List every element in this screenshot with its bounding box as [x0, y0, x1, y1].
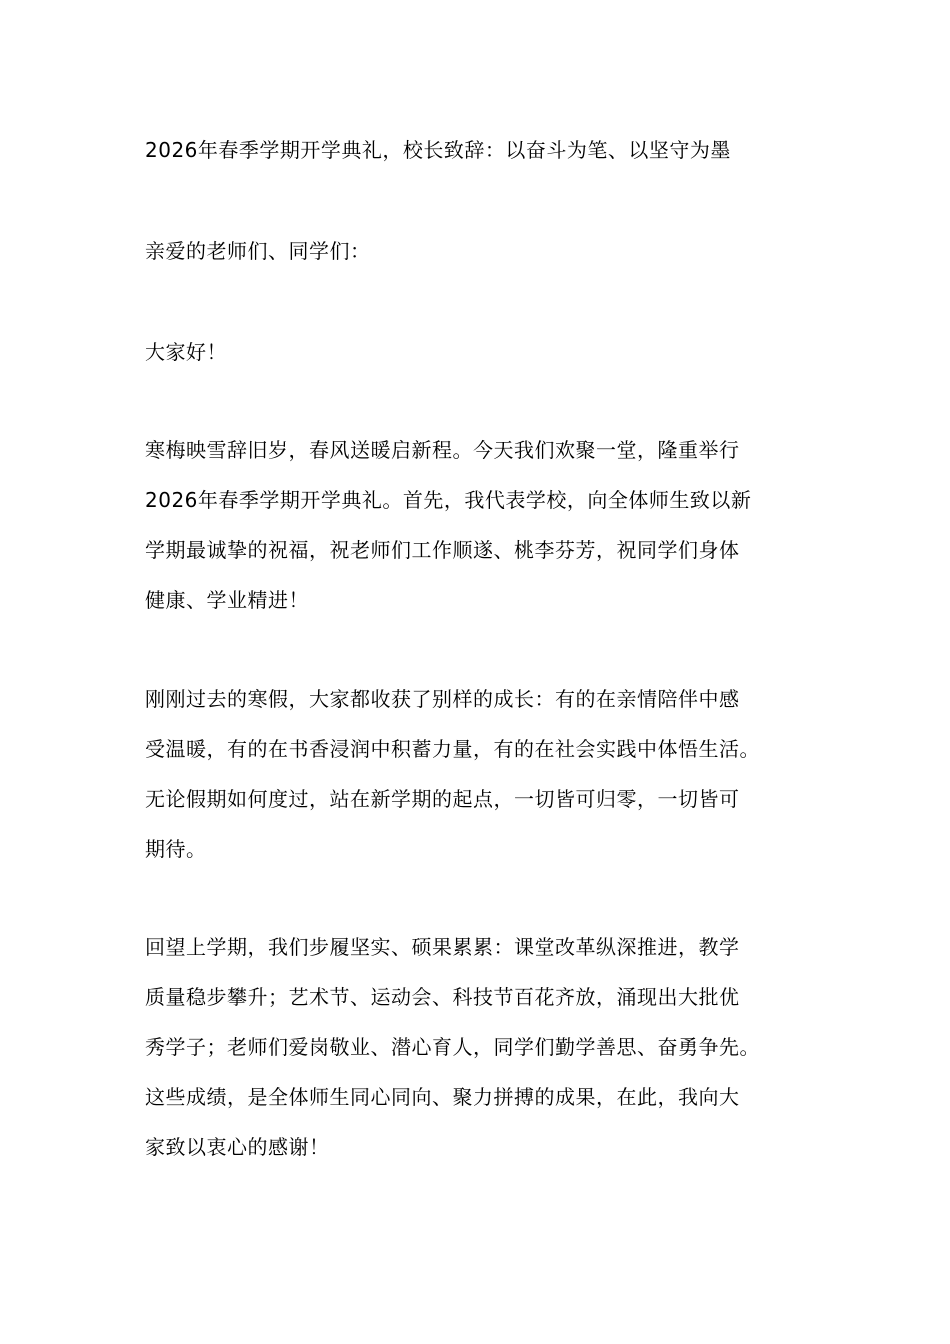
paragraph-line: 寒梅映雪辞旧岁，春风送暖启新程。今天我们欢聚一堂，隆重举行: [145, 438, 740, 462]
document-title: 2026年春季学期开学典礼，校长致辞：以奋斗为笔、以坚守为墨: [145, 138, 731, 162]
paragraph-line: 秀学子；老师们爱岗敬业、潜心育人，同学们勤学善思、奋勇争先。: [145, 1035, 760, 1059]
paragraph-line: 刚刚过去的寒假，大家都收获了别样的成长：有的在亲情陪伴中感: [145, 687, 740, 711]
greeting: 大家好！: [145, 340, 227, 364]
paragraph-line: 回望上学期，我们步履坚实、硕果累累：课堂改革纵深推进，教学: [145, 935, 740, 959]
paragraph-line: 无论假期如何度过，站在新学期的起点，一切皆可归零，一切皆可: [145, 787, 740, 811]
paragraph-line: 家致以衷心的感谢！: [145, 1135, 330, 1159]
paragraph-line: 受温暖，有的在书香浸润中积蓄力量，有的在社会实践中体悟生活。: [145, 737, 760, 761]
paragraph-line: 学期最诚挚的祝福，祝老师们工作顺遂、桃李芬芳，祝同学们身体: [145, 538, 740, 562]
paragraph-line: 健康、学业精进！: [145, 588, 309, 612]
paragraph-line: 质量稳步攀升；艺术节、运动会、科技节百花齐放，涌现出大批优: [145, 985, 740, 1009]
paragraph-line: 期待。: [145, 837, 207, 861]
salutation: 亲爱的老师们、同学们：: [145, 239, 371, 263]
paragraph-line: 2026年春季学期开学典礼。首先，我代表学校，向全体师生致以新: [145, 488, 752, 512]
paragraph-line: 这些成绩，是全体师生同心同向、聚力拼搏的成果，在此，我向大: [145, 1085, 740, 1109]
